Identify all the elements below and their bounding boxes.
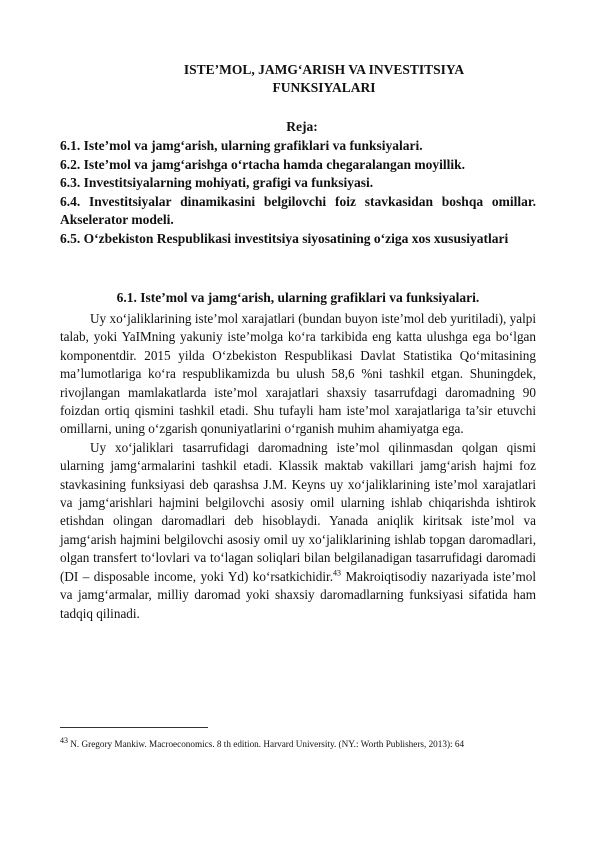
plan-list: [60, 137, 536, 249]
body-paragraph: Uy xo‘jaliklarining iste’mol xarajatlari (bundan buyon iste’mol deb yuritiladi), yalpi talab, yoki YaIMning yakuniy iste’molga ko‘ra tarkibida eng katta ulushga ega bo‘lgan komponentdir. 2015 yilda O‘zbekiston Respublikasi Davlat Statistika Qo‘mitasining ma’lumotlariga ko‘ra respublikamizda bu ulush 58,6 %ni tashkil etgan. Shuningdek, rivojlangan mamlakatlarda iste’mol xarajatlari shaxsiy tasarrufdagi daromadning 90 foizdan ortiq qismini tashkil etadi. Shu tufayli ham iste’mol xarajatlariga ta’sir etuvchi omillarni, uning o‘zgarish qonuniyatlarini o‘rganish muhim ahamiyatga ega.: [60, 311, 536, 437]
footnote-marker: 43: [60, 735, 68, 745]
section-heading: 6.1. Iste’mol va jamg‘arish, ularning grafiklari va funksiyalari.: [116, 290, 480, 305]
body-paragraph-tail: Makroiqtisodiy nazariyada iste’mol va jamg‘armalar, milliy daromad yoki shaxsiy daromadlarning funksiyasi sifatida ham tadqiq qilinadi.: [60, 568, 536, 621]
chapter-title-line2: FUNKSIYALARI: [272, 80, 376, 95]
plan-item: 6.4. Investitsiyalar dinamikasini belgilovchi foiz stavkasidan boshqa omillar. Akselerator modeli.: [60, 193, 536, 228]
footnote-reference[interactable]: 43: [333, 568, 342, 578]
section-body: [60, 310, 536, 623]
plan-item: 6.2. Iste’mol va jamg‘arishga o‘rtacha hamda chegaralangan moyillik.: [60, 156, 465, 172]
plan-heading: Reja:: [286, 119, 318, 134]
body-paragraph-text: Uy xo‘jaliklari tasarrufidagi daromadning iste’mol qilinmasdan qolgan qismi ularning jamg‘armalarini tashkil etadi. Klassik maktab vakillari jamg‘arish hajmi foz stavkasining funksiyasi deb qarashsa J.M. Keyns uy xo‘jaliklarining iste’mol xarajatlari va jamg‘arishlari hajmini belgilovchi asosiy omil ularning ishlab chiqarishda ishtirok etishdan olingan daromadlari deb hisoblaydi. Yanada aniqlik kiritsak iste’mol va jamg‘arish hajmini belgilovchi asosiy omil uy xo‘jaliklarining ishlab topgan daromadlari, olgan transfert to‘lovlari va to‘lagan soliqlari bilan belgilanadigan tasarrufidagi daromadi (DI – disposable income, yoki Yd) ko‘rsatkichidir.: [60, 439, 536, 584]
plan-item: 6.5. O‘zbekiston Respublikasi investitsiya siyosatining o‘ziga xos xususiyatlari: [60, 230, 509, 246]
body-paragraph: [60, 439, 536, 623]
chapter-title-line1: ISTE’MOL, JAMG‘ARISH VA INVESTITSIYA: [183, 62, 465, 77]
footnote-divider: [60, 727, 208, 728]
footnote-text: N. Gregory Mankiw. Macroeconomics. 8 th edition. Harvard University. (NY.: Worth Publishers, 2013): 64: [68, 739, 465, 749]
plan-item: 6.1. Iste’mol va jamg‘arish, ularning grafiklari va funksiyalari.: [60, 138, 423, 153]
footnote: [60, 735, 540, 750]
plan-item: 6.3. Investitsiyalarning mohiyati, grafigi va funksiyasi.: [60, 175, 374, 191]
